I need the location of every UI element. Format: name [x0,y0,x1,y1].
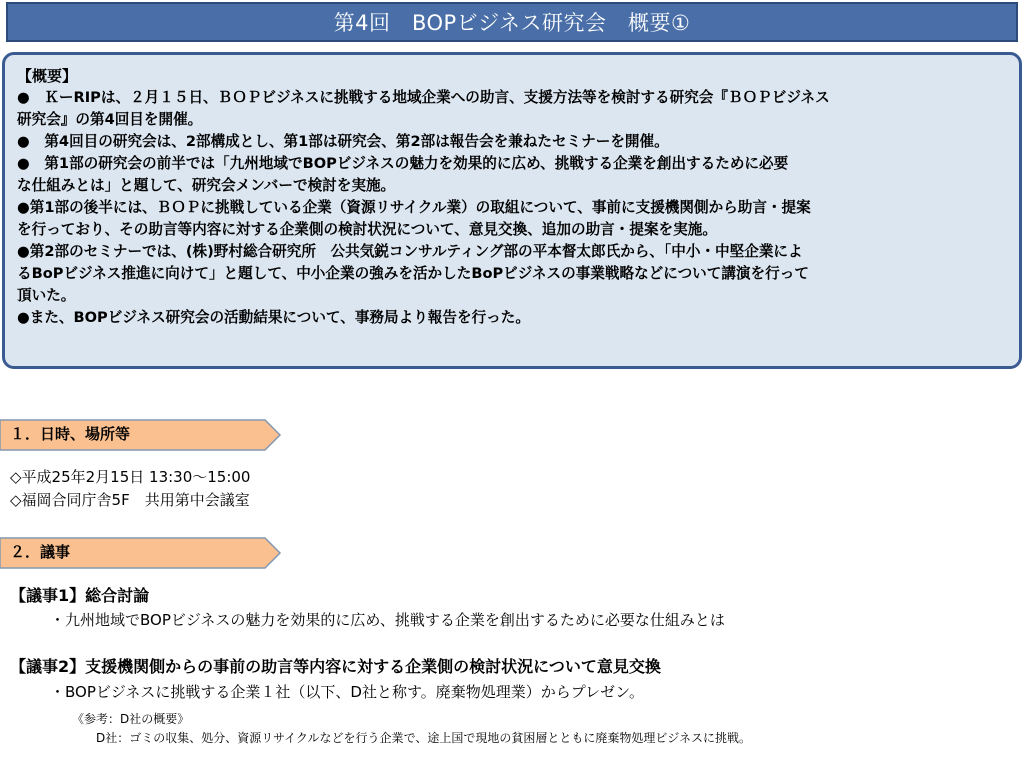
summary-line: 研究会』の第4回目を開催。 [17,111,203,128]
slide-title-bar [6,2,1018,42]
section2-label: ２．議事 [10,543,71,561]
summary-line: を行っており、その助言等内容に対する企業側の検討状況について、意見交換、追加の助言・提案を実施。 [17,221,717,238]
summary-box [2,52,1022,369]
section1-label: １．日時、場所等 [10,425,131,443]
reference-title: 《参考：D社の概要》 [72,712,190,726]
summary-line: ● 第4回目の研究会は、2部構成とし、第1部は研究会、第2部は報告会を兼ねたセミナーを開催。 [17,133,669,150]
summary-line: ●第2部のセミナーでは、(株)野村総合研究所 公共気鋭コンサルティング部の平本督太郎氏から、「中小・中堅企業によ [17,243,803,260]
section1-header [0,419,282,451]
section2-header [0,537,282,569]
summary-line: ●また、BOPビジネス研究会の活動結果について、事務局より報告を行った。 [17,309,530,326]
agenda1-title: 【議事1】総合討論 [10,586,150,605]
date-line: ◇平成25年2月15日 13:30～15:00 [10,468,251,486]
slide-title: 第4回 BOPビジネス研究会 概要① [333,11,691,35]
agenda2-title: 【議事2】支援機関側からの事前の助言等内容に対する企業側の検討状況について意見交換 [10,657,661,676]
summary-line: 頂いた。 [17,287,76,304]
summary-line: な仕組みとは」と題して、研究会メンバーで検討を実施。 [17,177,396,194]
reference-body: D社：ゴミの収集、処分、資源リサイクルなどを行う企業で、途上国で現地の貧困層とともに廃棄物処理ビジネスに挑戦。 [96,731,751,745]
agenda2-item: ・BOPビジネスに挑戦する企業１社（以下、D社と称す。廃棄物処理業）からプレゼン。 [50,683,644,701]
summary-line: ● ＫーRIPは、２月１５日、ＢＯＰビジネスに挑戦する地域企業への助言、支援方法等を検討する研究会『ＢＯＰビジネス [17,89,830,106]
summary-line: ●第1部の後半には、ＢＯＰに挑戦している企業（資源リサイクル業）の取組について、事前に支援機関側から助言・提案 [17,199,811,216]
summary-line: ● 第1部の研究会の前半では「九州地域でBOPビジネスの魅力を効果的に広め、挑戦する企業を創出するために必要 [17,155,789,172]
summary-heading: 【概要】 [17,67,78,85]
place-line: ◇福岡合同庁舎5F 共用第中会議室 [10,491,250,509]
agenda1-item: ・九州地域でBOPビジネスの魅力を効果的に広め、挑戦する企業を創出するために必要な仕組みとは [50,611,725,629]
summary-line: るBoPビジネス推進に向けて」と題して、中小企業の強みを活かしたBoPビジネスの事業戦略などについて講演を行って [17,265,809,282]
